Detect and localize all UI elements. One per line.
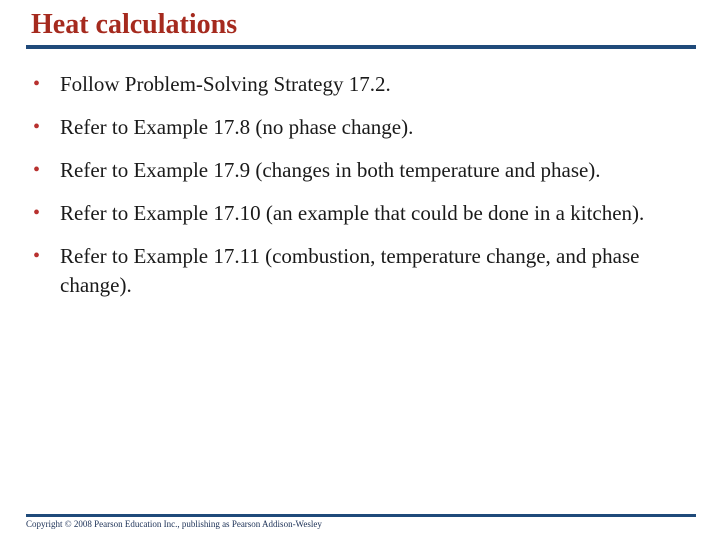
bullet-item [30,70,670,99]
bullet-item [30,156,670,185]
bullet-marker: • [33,202,41,224]
bullet-text: Refer to Example 17.9 (changes in both temperature and phase). [60,158,601,182]
bullet-marker: • [33,159,41,181]
bullet-text: Follow Problem-Solving Strategy 17.2. [60,72,391,96]
bullet-marker: • [33,116,41,138]
copyright-footer: Copyright © 2008 Pearson Education Inc., publishing as Pearson Addison-Wesley [26,519,322,529]
bullet-item [30,113,670,142]
title-divider [26,45,696,49]
bullet-text: Refer to Example 17.11 (combustion, temperature change, and phase change). [60,244,640,297]
bullet-item [30,242,670,300]
footer-divider [26,514,696,517]
slide-title: Heat calculations [31,9,238,40]
bullet-marker: • [33,73,41,95]
bullet-text: Refer to Example 17.10 (an example that could be done in a kitchen). [60,201,645,225]
bullet-text: Refer to Example 17.8 (no phase change). [60,115,414,139]
bullet-list [30,70,670,314]
bullet-item [30,199,670,228]
bullet-marker: • [33,245,41,267]
